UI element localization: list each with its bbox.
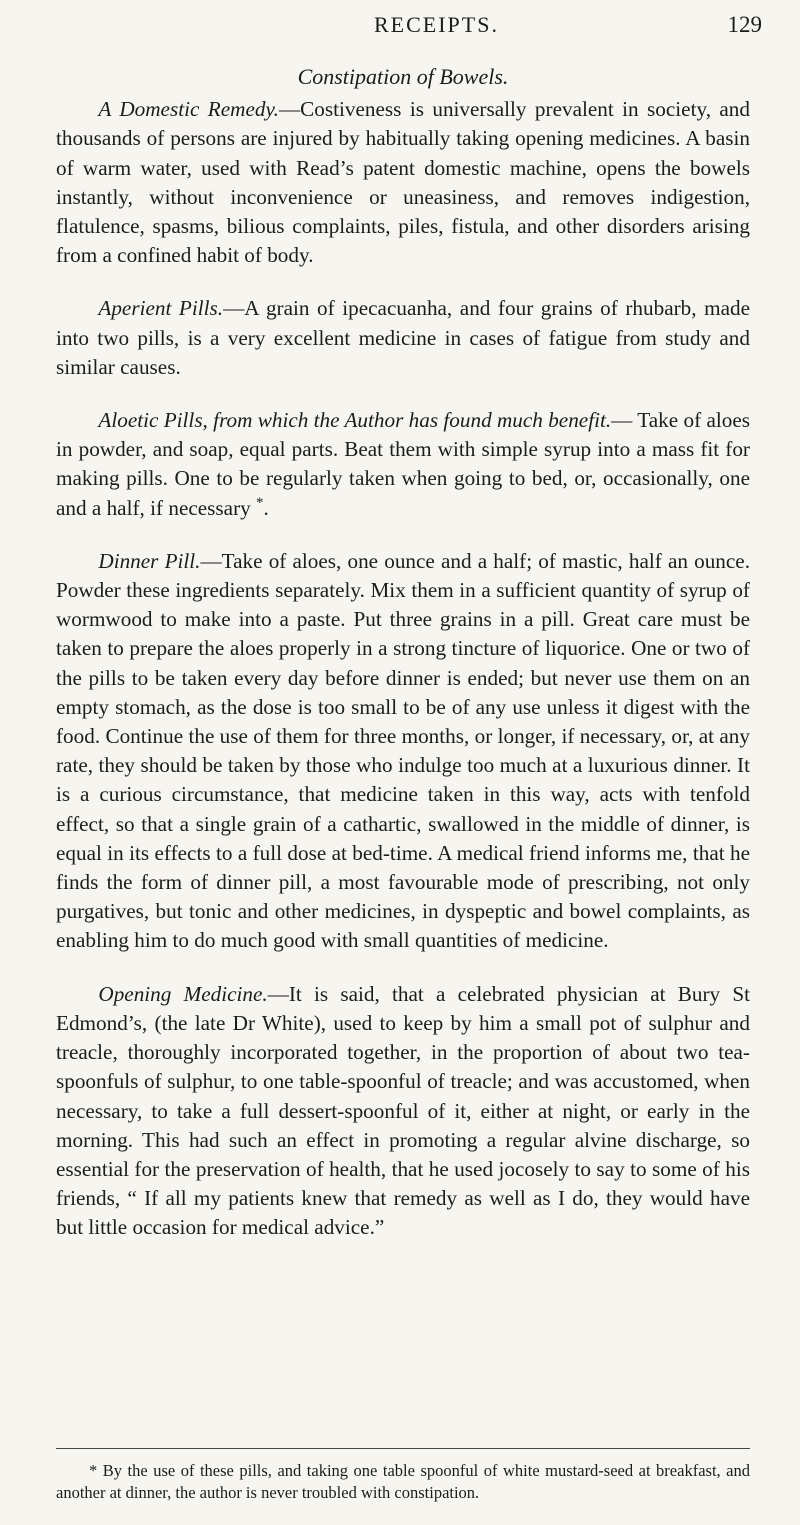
paragraph-aloetic-pills [56, 406, 750, 523]
paragraph-lead: Aloetic Pills, from which the Author has found much benefit. [98, 408, 612, 433]
paragraph-text: —A grain of ipecacuanha, and four grains of rhubarb, made into two pills, is a very excellent medicine in cases of fatigue from study and similar causes. [56, 296, 750, 379]
running-head: RECEIPTS. [374, 12, 499, 37]
paragraph-domestic-remedy [56, 95, 750, 270]
paragraph-lead: Aperient Pills. [98, 296, 224, 321]
footnote [56, 1460, 750, 1504]
page-header [0, 12, 800, 52]
paragraph-aperient-pills [56, 294, 750, 382]
paragraph-lead: Dinner Pill. [98, 548, 201, 573]
paragraph-opening-medicine [56, 980, 750, 1243]
paragraph-dinner-pill [56, 547, 750, 956]
paragraph-text: — Take of aloes in powder, and soap, equal parts. Beat them with simple syrup into a mass fit for making pills. One to be regularly taken when going to bed, or, occasionally, one and a half, if necessary [56, 408, 750, 520]
footnote-mark: * [89, 1461, 98, 1480]
paragraph-tail: . [263, 495, 269, 520]
body-text [56, 62, 750, 1243]
paragraph-text: —Take of aloes, one ounce and a half; of mastic, half an ounce. Powder these ingredients separately. Mix them in a sufficient quantity of syrup of wormwood to make into a paste. Put three grains in a pill. Great care must be taken to prepare the aloes properly in a strong tincture of liquorice. One or two of the pills to be taken every day before dinner is ended; but never use them on an empty stomach, as the dose is too small to be of any use unless it digest with the food. Continue the use of them for three months, or longer, if necessary, or, at any rate, they should be taken by those who indulge too much at a luxurious dinner. It is a curious circumstance, that medicine taken in this way, acts with tenfold effect, so that a single grain of a cathartic, swallowed in the middle of dinner, is equal in its effects to a full dose at bed-time. A medical friend informs me, that he finds the form of dinner pill, a most favourable mode of prescribing, not only purgatives, but tonic and other medicines, in dyspeptic and bowel complaints, as enabling him to do much good with small quantities of medicine. [56, 548, 750, 953]
page-number: 129 [727, 12, 762, 37]
paragraph-lead: Opening Medicine. [98, 981, 268, 1006]
footnote-reference: * [256, 494, 264, 511]
footnote-text: By the use of these pills, and taking one table spoonful of white mustard-seed at breakfast, and another at dinner, the author is never troubled with constipation. [56, 1461, 750, 1502]
footnote-divider [56, 1448, 750, 1449]
section-title: Constipation of Bowels. [297, 64, 509, 89]
paragraph-text: —Costiveness is universally prevalent in society, and thousands of persons are injured by habitually taking opening medicines. A basin of warm water, used with Read’s patent domestic machine, opens the bowels instantly, without inconvenience or uneasiness, and removes indigestion, flatulence, spasms, bilious complaints, piles, fistula, and other disorders arising from a confined habit of body. [56, 97, 750, 268]
paragraph-lead: A Domestic Remedy. [98, 97, 279, 122]
paragraph-text: —It is said, that a celebrated physician at Bury St Edmond’s, (the late Dr White), used to keep by him a small pot of sulphur and treacle, thoroughly incorporated together, in the proportion of about two tea-spoonfuls of sulphur, to one table-spoonful of treacle; and was accustomed, when necessary, to take a full dessert-spoonful of it, either at night, or early in the morning. This had such an effect in promoting a regular alvine discharge, so essential for the preservation of health, that he used jocosely to say to some of his friends, “ If all my patients knew that remedy as well as I do, they would have but little occasion for medical advice.” [56, 981, 750, 1240]
